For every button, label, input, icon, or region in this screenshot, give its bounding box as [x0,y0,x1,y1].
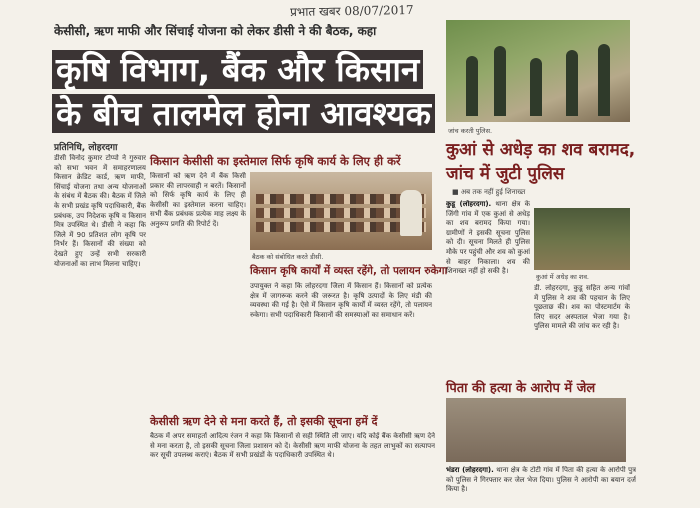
meeting-photo-caption: बैठक को संबोधित करते डीसी. [252,253,324,261]
body-story-text: थाना क्षेत्र के जिंगी गांव में एक कुआं से अधेड़ का शव बरामद किया गया। ग्रामीणों ने इसकी सूचना पुलिस को दी। सूचना मिलते ही पुलिस मौके पर पहुंची और शव को कुआं से बाहर निकाला। शव की शिनाख्त नहीं हो सकी है। [446,200,530,276]
handwritten-date: प्रभात खबर 08/07/2017 [289,2,414,20]
subhead-loan: केसीसी ऋण देने से मना करते हैं, तो इसकी सूचना हमें दें [150,415,378,428]
person-figure [466,56,478,116]
subhead-farmers: किसान कृषि कार्यों में व्यस्त रहेंगे, तो पलायन रुकेगा [250,265,448,277]
lead-body-column-4: बैठक में अपर समाहर्ता आदित्य रंजन ने कहा कि किसानों से सही स्थिति ली जाए। यदि कोई बैंक केसीसी ऋण देने से मना करता है, तो इसकी सूचना जिला प्रशासन को दें। केसीसी ऋण माफी योजना के तहत लाभुकों का सत्यापन कर सूची उपलब्ध कराएं। बैठक में सभी प्रखंडों के पदाधिकारी उपस्थित थे। [150,432,435,460]
subhead-kcc: किसान केसीसी का इस्तेमाल सिर्फ कृषि कार्य के लिए ही करें [150,154,401,168]
police-photo-caption: जांच करती पुलिस. [448,127,493,135]
murder-story-text: थाना क्षेत्र के टोटी गांव में पिता की हत्या के आरोपी पुत्र को पुलिस ने गिरफ्तार कर जेल भेज दिया। पुलिस ने आरोपी का बयान दर्ज किया है। [446,466,636,494]
body-recovered-headline: कुआं से अधेड़ का शव बरामद, जांच में जुटी पुलिस [446,140,636,184]
body-story-column-1 [446,200,530,375]
person-figure [566,50,578,116]
well-photo-caption: कुआं में अधेड़ का शव. [536,273,590,281]
lead-headline [52,48,437,136]
police-investigation-photo [446,20,630,122]
lead-body-column-1: डीसी विनोद कुमार टोप्पो ने गुरुवार को सभा भवन में समाहरणालय किसान क्रेडिट कार्ड, ऋण माफी, सिंचाई योजना तथा अन्य योजनाओं के संबंध में बैठक की। बैठक में जिले के सभी प्रखंड कृषि पदाधिकारी, बैंक प्रबंधक, उप निदेशक कृषि व किसान मित्र उपस्थित थे। डीसी ने कहा कि जिले में 90 प्रतिशत लोग कृषि पर निर्भर हैं। किसानों की संख्या को देखते हुए उन्हें सभी सरकारी योजनाओं का लाभ मिलना चाहिए। [54,154,146,268]
body-story-column-2: डी. लोहरदगा, कुडू सहित अन्य गांवों में पुलिस ने शव की पहचान के लिए पूछताछ की। शव का पोस्टमार्टम के लिए सदर अस्पताल भेजा गया है। पुलिस मामले की जांच कर रही है। [534,284,630,331]
lead-kicker: केसीसी, ऋण माफी और सिंचाई योजना को लेकर डीसी ने की बैठक, कहा [54,24,377,38]
person-figure [598,44,610,116]
person-figure [530,58,542,116]
lead-body-column-2: किसानों को ऋण देने में बैंक किसी प्रकार की लापरवाही न बरतें। किसानों को सिर्फ कृषि कार्य के लिए ही केसीसी का इस्तेमाल करना चाहिए। सभी बैंक प्रबंधक प्रत्येक माह लक्ष्य के अनुरूप प्रगति की रिपोर्ट दें। [150,172,246,228]
headline-line-1: कृषि विभाग, बैंक और किसान [52,50,423,89]
person-figure [494,46,506,116]
lead-body-column-3: उपायुक्त ने कहा कि लोहरदगा जिला में किसान हैं। किसानों को प्रत्येक क्षेत्र में जागरूक करने की जरूरत है। कृषि उत्पादों के लिए मंडी की व्यवस्था की गई है। ऐसे में किसान कृषि कार्यों में व्यस्त रहेंगे, तो पलायन रुकेगा। सभी पदाधिकारी किसानों की समस्याओं का समाधान करें। [250,282,432,319]
murder-headline: पिता की हत्या के आरोप में जेल [446,381,596,396]
murder-story-column [446,466,636,506]
story-note: ■ अब तक नहीं हुई शिनाख्त [452,188,526,196]
dateline: कुडू (लोहरदगा). [446,200,492,208]
dateline: भंडरा (लोहरदगा). [446,466,494,474]
byline: प्रतिनिधि, लोहरदगा [54,143,118,153]
speaker-figure [400,190,422,236]
well-photo [534,208,630,270]
meeting-photo [250,172,432,250]
family-photo [446,398,626,462]
headline-line-2: के बीच तालमेल होना आवश्यक [52,94,435,133]
